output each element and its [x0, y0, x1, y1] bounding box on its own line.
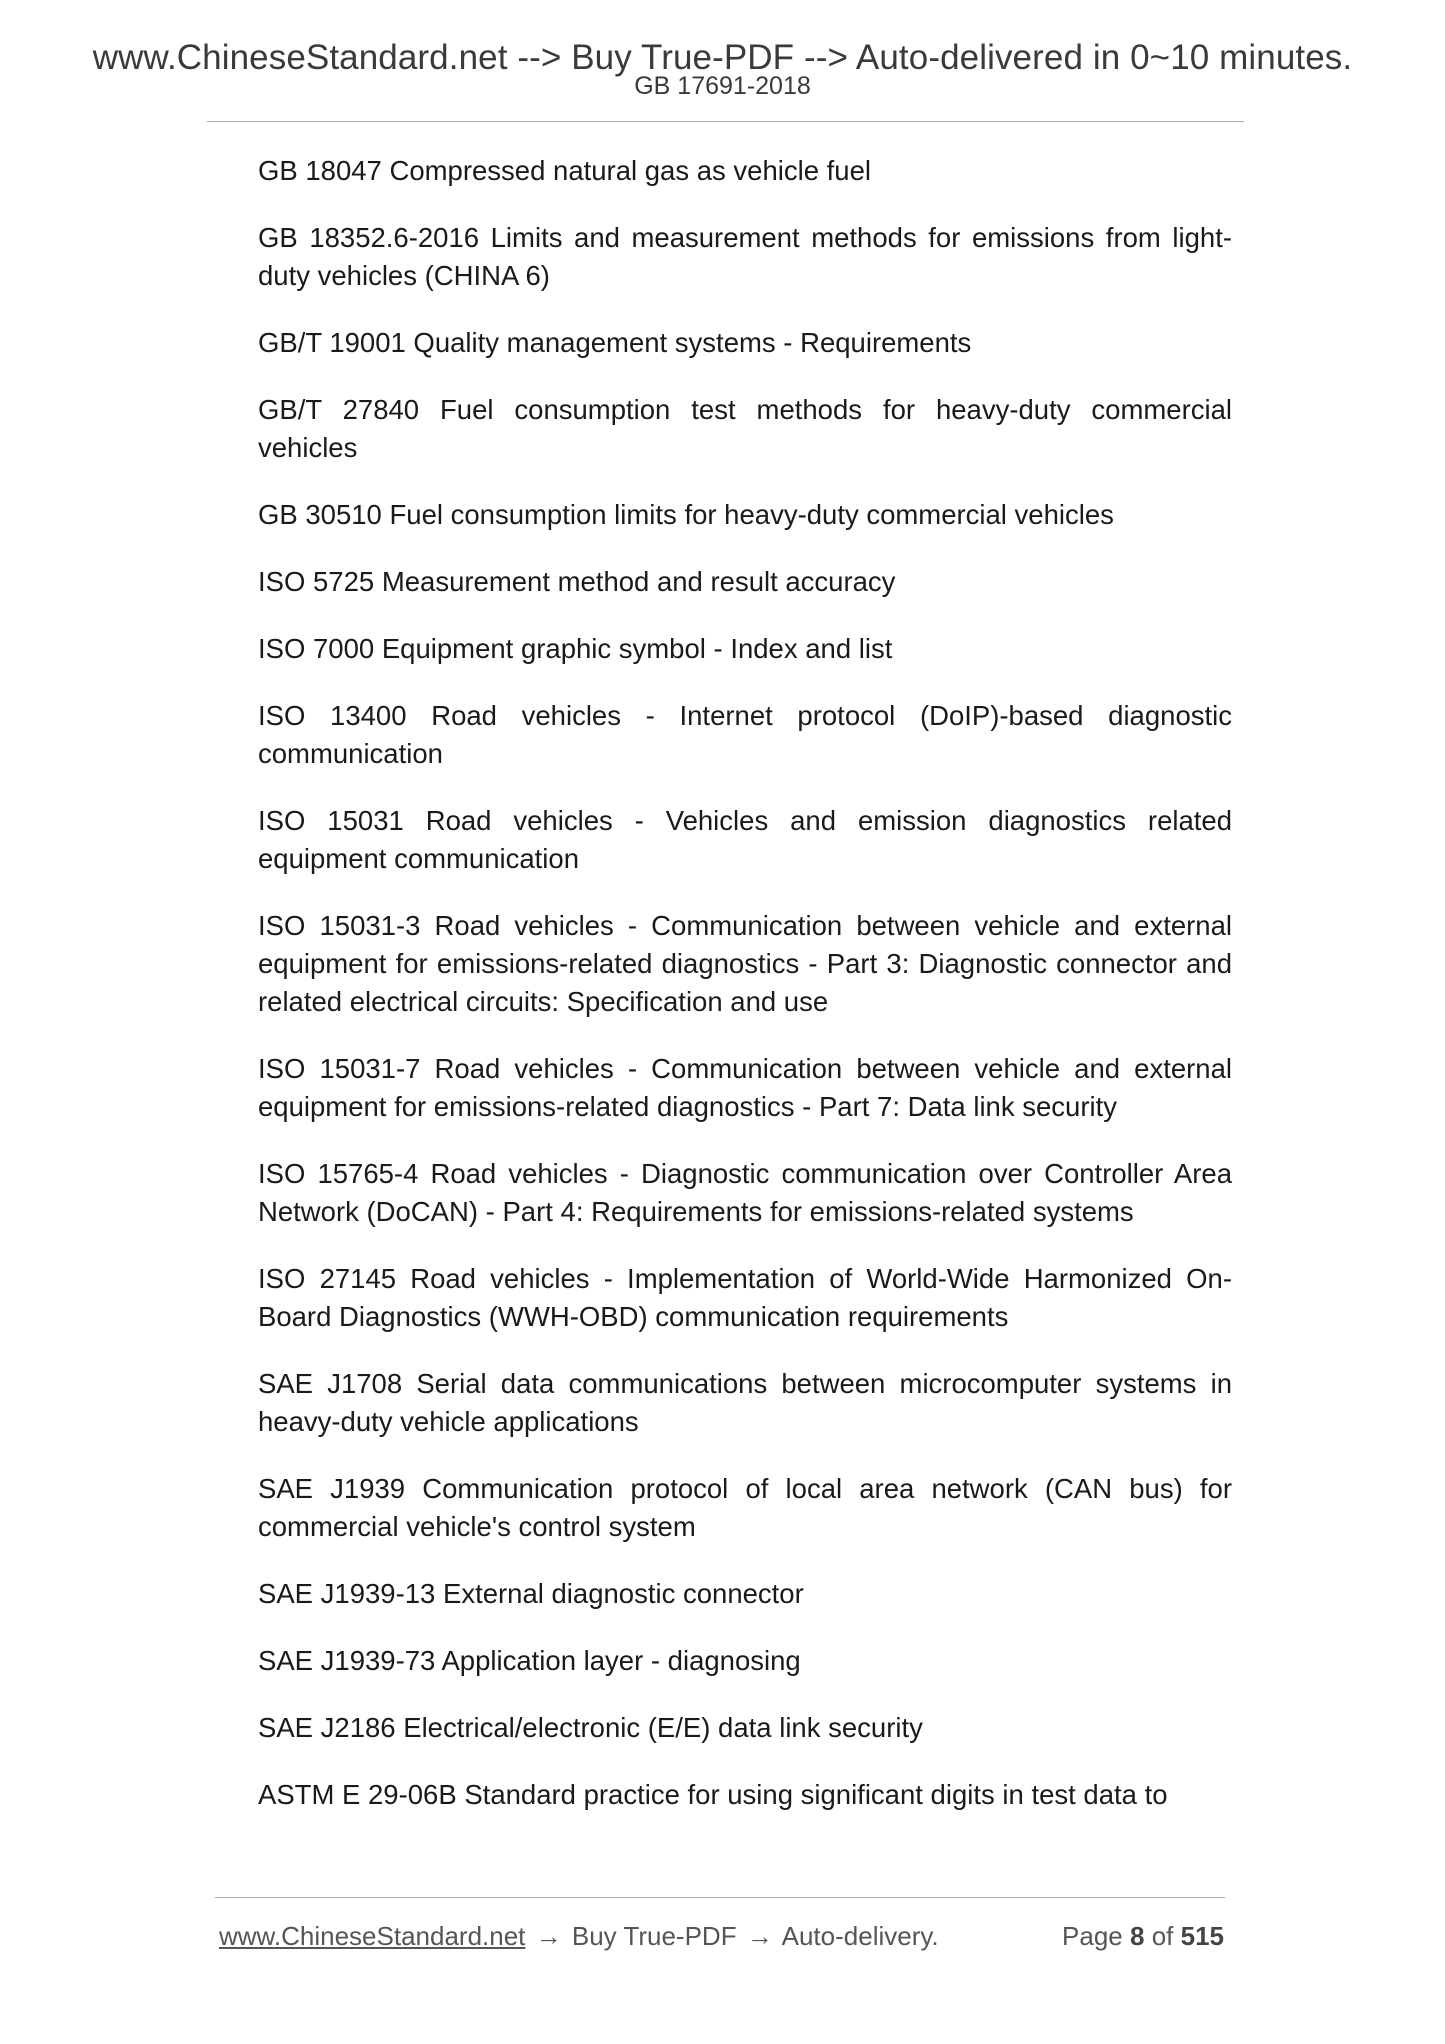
- page-indicator: [1062, 1918, 1224, 1954]
- reference-item: ISO 15031 Road vehicles - Vehicles and emission diagnostics related equipment communication: [258, 805, 1232, 874]
- page-label: Page: [1062, 1921, 1123, 1951]
- reference-item: ISO 15765-4 Road vehicles - Diagnostic communication over Controller Area Network (DoCAN) - Part 4: Requirements for emissions-related systems: [258, 1158, 1232, 1227]
- reference-item: SAE J1939 Communication protocol of local area network (CAN bus) for commercial vehicle's control system: [258, 1473, 1232, 1542]
- reference-item: SAE J2186 Electrical/electronic (E/E) data link security: [258, 1712, 923, 1743]
- reference-item: SAE J1939-13 External diagnostic connector: [258, 1578, 804, 1609]
- header-divider: [207, 121, 1244, 122]
- reference-item: ISO 5725 Measurement method and result accuracy: [258, 566, 896, 597]
- reference-item: GB 18352.6-2016 Limits and measurement methods for emissions from light-duty vehicles (CHINA 6): [258, 222, 1232, 291]
- document-code: GB 17691-2018: [634, 72, 811, 100]
- reference-item: GB 18047 Compressed natural gas as vehicle fuel: [258, 155, 871, 186]
- reference-item: ISO 15031-7 Road vehicles - Communication between vehicle and external equipment for emissions-related diagnostics - Part 7: Data link security: [258, 1053, 1232, 1122]
- arrow-right-icon: →: [746, 1921, 773, 1951]
- reference-item: ISO 13400 Road vehicles - Internet protocol (DoIP)-based diagnostic communication: [258, 700, 1232, 769]
- auto-delivery-text: Auto-delivery.: [781, 1921, 939, 1951]
- reference-item: ASTM E 29-06B Standard practice for using significant digits in test data to: [258, 1779, 1168, 1810]
- reference-item: SAE J1708 Serial data communications between microcomputer systems in heavy-duty vehicle applications: [258, 1368, 1232, 1437]
- current-page-number: 8: [1129, 1921, 1145, 1951]
- reference-item: ISO 27145 Road vehicles - Implementation of World-Wide Harmonized On-Board Diagnostics (WWH-OBD) communication requirements: [258, 1263, 1232, 1332]
- page-of-label: of: [1151, 1921, 1174, 1951]
- reference-item: ISO 7000 Equipment graphic symbol - Index and list: [258, 633, 893, 664]
- site-banner[interactable]: www.ChineseStandard.net --> Buy True-PDF --> Auto-delivered in 0~10 minutes.: [92, 38, 1353, 77]
- buy-true-pdf-text: Buy True-PDF: [571, 1921, 737, 1951]
- arrow-right-icon: →: [535, 1921, 562, 1951]
- total-pages-number: 515: [1180, 1921, 1224, 1951]
- reference-item: GB 30510 Fuel consumption limits for heavy-duty commercial vehicles: [258, 499, 1114, 530]
- normative-references-list: [258, 152, 1232, 1843]
- site-link[interactable]: www.ChineseStandard.net: [219, 1921, 526, 1951]
- reference-item: GB/T 19001 Quality management systems - Requirements: [258, 327, 972, 358]
- reference-item: SAE J1939-73 Application layer - diagnosing: [258, 1645, 801, 1676]
- page-footer: [219, 1918, 1224, 1954]
- reference-item: GB/T 27840 Fuel consumption test methods for heavy-duty commercial vehicles: [258, 394, 1232, 463]
- footer-divider: [215, 1897, 1225, 1898]
- reference-item: ISO 15031-3 Road vehicles - Communication between vehicle and external equipment for emissions-related diagnostics - Part 3: Diagnostic connector and related electrical circuits: Specification and use: [258, 910, 1232, 1017]
- footer-promo: [219, 1918, 939, 1954]
